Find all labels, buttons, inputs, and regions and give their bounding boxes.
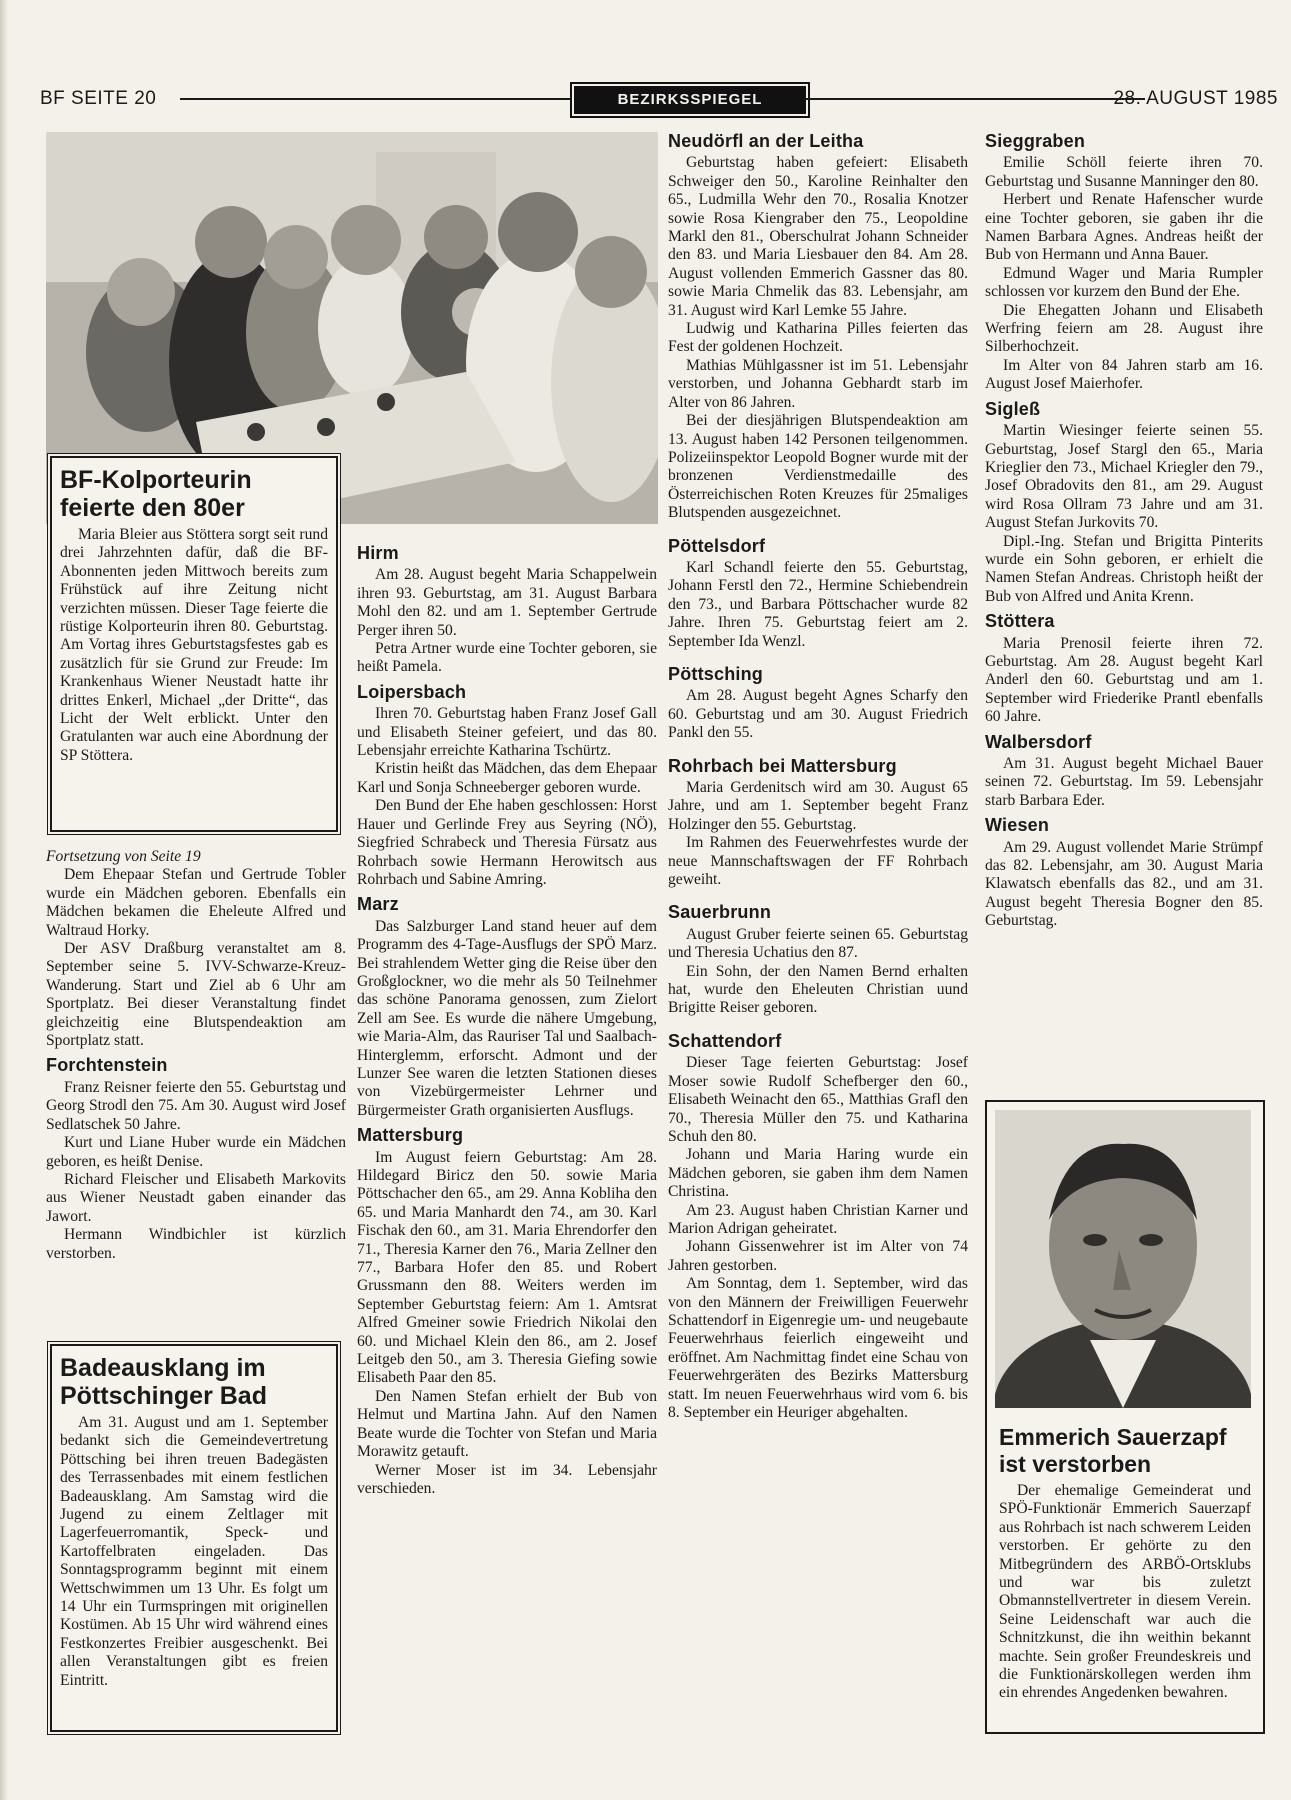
article-paragraph: Kurt und Liane Huber wurde ein Mädchen geboren, es heißt Denise. [46,1134,346,1170]
page-header [40,86,1278,114]
bad-body: Am 31. August und am 1. September bedankt sich die Gemeindevertretung Pöttsching bei ihren treuen Badegästen des Terrassenbades mit einem festlichen Badeausklang. Am Samstag wird die Jugend zu einem Zeltlager mit Lagerfeuerromantik, Speck- und Kartoffelbraten eingeladen. Das Sonntagsprogramm beginnt mit einem Wettschwimmen um 13 Uhr. Es folgt um 14 Uhr ein Turmspringen mit originellen Kostümen. Ab 15 Uhr wird während eines Festkonzertes Freibier ausgeschenkt. Bei allen Veranstaltungen gibt es freien Eintritt. [60,1414,328,1689]
heading-sauerbrunn: Sauerbrunn [668,902,772,923]
article-paragraph: Am 28. August begeht Maria Schappelwein ihren 93. Geburtstag, am 31. August Barbara Mohl den 82. und am 1. September Gertrude Perger ihren 50. [357,566,657,639]
heading-forchtenstein: Forchtenstein [46,1055,168,1076]
article-paragraph: Johann Gissenwehrer ist im Alter von 74 Jahren gestorben. [668,1238,968,1274]
header-rule-right [805,98,1145,100]
column-2 [357,538,657,1498]
bad-box [50,1344,338,1732]
article-paragraph: Den Namen Stefan erhielt der Bub von Helmut und Martina Jahn. Auf den Namen Beate wurde die Tochter von Stefan und Maria Morawitz getauft. [357,1387,657,1461]
obituary-box [985,1100,1265,1734]
article-paragraph: Ein Sohn, der den Namen Bernd erhalten hat, wurde den Eheleuten Christian uund Brigitte Reiser geboren. [668,962,968,1017]
heading-sigless: Sigleß [985,398,1041,419]
column-1 [46,848,346,1263]
heading-hirm: Hirm [357,543,399,563]
article-paragraph: Dipl.-Ing. Stefan und Brigitta Pinterits wurde ein Sohn geboren, er erhielt die Namen Stefan Andreas. Christoph heißt der Bub von Alfred und Anita Krenn. [985,532,1263,605]
article-paragraph: Martin Wiesinger feierte seinen 55. Geburtstag, Josef Stargl den 65., Maria Krieglier den 73., Michael Kriegler den 79., Josef Obradovits den 81., am 29. August wird Rosa Ollram 73 Jahre und am 31. August Stefan Jurkovits 70. [985,422,1263,532]
section-title: BEZIRKSSPIEGEL [574,86,806,114]
kolporteurin-body: Maria Bleier aus Stöttera sorgt seit rund drei Jahrzehnten dafür, daß die BF-Abonnenten jeden Mittwoch bereits zum Frühstück auf ihre Zeitung nicht verzichten müssen. Dieser Tage feierte die rüstige Kolporteurin ihren 80. Geburtstag. Am Vortag ihres Geburtstagsfestes gab es zusätzlich für sie Grund zur Freude: Im Krankenhaus Wiener Neustadt hatte ihr drittes Enkerl, Michael „der Dritte“, das Licht der Welt erblickt. Unter den Gratulanten war auch eine Abordnung der SP Stöttera. [60,526,328,764]
article-paragraph: Am Sonntag, dem 1. September, wird das von den Männern der Freiwilligen Feuerwehr Schattendorf in Eigenregie um- und neugebaute Feuerwehrhaus feierlich eingeweiht und eröffnet. Am Nachmittag findet eine Schau von Feuerwehrgeräten des Bezirks Mattersburg statt. Im neuen Feuerwehrhaus wird vom 6. bis 8. September ein Heuriger abgehalten. [668,1275,968,1421]
article-paragraph: Im Rahmen des Feuerwehrfestes wurde der neue Mannschaftswagen der FF Rohrbach geweiht. [668,834,968,889]
article-paragraph: Geburtstag haben gefeiert: Elisabeth Schweiger den 50., Karoline Reinhalter den 65., Ludmilla Wehr den 70., Rosalia Knotzer sowie Rosa Kiengraber den 75., Leopoldine Markl den 81., Oberschulrat Johann Schneider den 83. und Maria Liesbauer den 84. Am 28. August vollenden Emmerich Gassner das 80. sowie Maria Chmelik das 83. Lebensjahr, am 31. August wird Karl Lemke 55 Jahre. [668,154,968,319]
heading-sieggraben: Sieggraben [985,131,1086,151]
heading-poettsching: Pöttsching [668,663,763,684]
article-paragraph: Am 23. August haben Christian Karner und Marion Adrigan geheiratet. [668,1201,968,1237]
article-paragraph: Johann und Maria Haring wurde ein Mädchen geboren, sie gaben ihm dem Namen Christina. [668,1146,968,1201]
obituary-headline-2: ist verstorben [999,1451,1152,1477]
article-paragraph: Den Bund der Ehe haben geschlossen: Horst Hauer und Gerlinde Frey aus Seyring (NÖ), Siegfried Schrabeck und Theresia Fürsatz aus Rohrbach sowie Hermann Herowitsch aus Rohrbach und Sabine Amring. [357,797,657,888]
article-paragraph: Bei der diesjährigen Blutspendeaktion am 13. August haben 142 Personen teilgenommen. Polizeiinspektor Leopold Bogner wurde mit der bronzenen Verdienstmedaille des Österreichischen Roten Kreuzes für 25maliges Blutspenden ausgezeichnet. [668,412,968,522]
column-4 [985,132,1263,931]
heading-schattendorf: Schattendorf [668,1030,782,1051]
article-paragraph: Hermann Windbichler ist kürzlich verstorben. [46,1226,346,1262]
article-paragraph: Richard Fleischer und Elisabeth Markovits aus Wiener Neustadt gaben einander das Jawort. [46,1170,346,1225]
obituary-body: Der ehemalige Gemeinderat und SPÖ-Funktionär Emmerich Sauerzapf aus Rohrbach ist nach schwerem Leiden verstorben. Er gehörte zu den Mitbegründern des ARBÖ-Ortsklubs und war bis zuletzt Obmannstellvertreter in diesem Verein. Seine Leidenschaft war auch die Schnitzkunst, die ihn weithin bekannt machte. Sein großer Freundeskreis und die Funktionärskollegen werden ihm ein ehrendes Angedenken bewahren. [999,1482,1251,1702]
kolporteurin-headline-1: BF-Kolporteurin [60,466,252,494]
article-paragraph: Der ASV Draßburg veranstaltet am 8. September seine 5. IVV-Schwarze-Kreuz-Wanderung. Start und Ziel ab 6 Uhr am Sportplatz. Bei dieser Veranstaltung findet gleichzeitig eine Blutspendeaktion am Sportplatz statt. [46,940,346,1050]
heading-stoettera: Stöttera [985,611,1055,632]
article-paragraph: Ludwig und Katharina Pilles feierten das Fest der goldenen Hochzeit. [668,320,968,356]
article-paragraph: Emilie Schöll feierte ihren 70. Geburtstag und Susanne Manninger den 80. [985,154,1263,190]
article-paragraph: Dieser Tage feierten Geburtstag: Josef Moser sowie Rudolf Schefberger den 60., Elisabeth Weinacht den 65., Matthias Grafl den 70., Theresia Müller den 75. und Katharina Schuh den 80. [668,1054,968,1145]
bad-headline-2: Pöttschinger Bad [60,1382,267,1410]
article-paragraph: Petra Artner wurde eine Tochter geboren, sie heißt Pamela. [357,640,657,676]
page-number: BF SEITE 20 [40,88,157,109]
kolporteurin-box [50,456,338,832]
kolporteurin-headline [60,466,328,522]
header-rule-left [180,98,572,100]
bad-headline [60,1354,328,1410]
article-paragraph: Maria Prenosil feierte ihren 72. Geburtstag. Am 28. August begeht Karl Anderl den 60. Geburtstag und am 1. September wird Friederike Prantl ebenfalls 60 Jahre. [985,634,1263,726]
article-paragraph: Maria Gerdenitsch wird am 30. August 65 Jahre, und am 1. September begeht Franz Holzinger den 55. Geburtstag. [668,779,968,833]
article-paragraph: Das Salzburger Land stand heuer auf dem Programm des 4-Tage-Ausflugs der SPÖ Marz. Bei strahlendem Wetter ging die Reise über den Großglockner, wo die mehr als 50 Teilnehmer das schöne Panorama genossen, zum Zielort Zell am See. Es wurde die nähere Umgebung, wie Maria-Alm, das Rauriser Tal und Saalbach-Hinterglemm, erforscht. Admont und der Lunzer See waren die letzten Stationen dieses von Vizebürgermeister Lehrner und Bürgermeister Grath organisierten Ausflugs. [357,917,657,1119]
article-paragraph: Karl Schandl feierte den 55. Geburtstag, Johann Ferstl den 72., Hermine Schiebendrein den 73., und Barbara Pöttschacher wurde 82 Jahre. Ihren 75. Geburtstag feiert am 2. September Ida Wenzl. [668,558,968,650]
torn-page-edge [0,0,8,1800]
obituary-headline [999,1424,1251,1478]
portrait-drawing [995,1110,1251,1408]
article-paragraph: Am 28. August begeht Agnes Scharfy den 60. Geburtstag und am 30. August Friedrich Pankl den 55. [668,687,968,742]
article-paragraph: Werner Moser ist im 34. Lebensjahr verschieden. [357,1461,657,1497]
article-paragraph: August Gruber feierte seinen 65. Geburtstag und Theresia Uchatius den 87. [668,925,968,962]
article-paragraph: Ihren 70. Geburtstag haben Franz Josef Gall und Elisabeth Steiner gefeiert, und das 80. Lebensjahr erreichte Katharina Tschürtz. [357,705,657,760]
heading-marz: Marz [357,894,399,915]
heading-wiesen: Wiesen [985,815,1050,836]
obituary-headline-1: Emmerich Sauerzapf [999,1424,1227,1450]
article-paragraph: Dem Ehepaar Stefan und Gertrude Tobler wurde ein Mädchen geboren. Ebenfalls ein Mädchen bekamen die Eheleute Alfred und Waltraud Horky. [46,866,346,939]
article-paragraph: Die Ehegatten Johann und Elisabeth Werfring feiern am 28. August ihre Silberhochzeit. [985,301,1263,356]
issue-date: 28. AUGUST 1985 [1113,88,1278,109]
obituary-text [999,1422,1251,1703]
heading-walbersdorf: Walbersdorf [985,731,1092,752]
bad-headline-1: Badeausklang im [60,1354,266,1382]
continuation-note: Fortsetzung von Seite 19 [46,848,201,865]
article-paragraph: Kristin heißt das Mädchen, das dem Ehepaar Karl und Sonja Schneeberger geboren wurde. [357,760,657,796]
article-paragraph: Edmund Wager und Maria Rumpler schlossen vor kurzem den Bund der Ehe. [985,264,1263,301]
article-paragraph: Mathias Mühlgassner ist im 51. Lebensjahr verstorben, und Johanna Gebhardt starb im Alter von 86 Jahren. [668,356,968,411]
heading-loipersbach: Loipersbach [357,681,467,702]
article-paragraph: Im Alter von 84 Jahren starb am 16. August Josef Maierhofer. [985,356,1263,393]
heading-mattersburg: Mattersburg [357,1125,464,1146]
heading-rohrbach: Rohrbach bei Mattersburg [668,755,897,776]
column-3 [668,132,968,1422]
article-paragraph: Am 29. August vollendet Marie Strümpf das 82. Lebensjahr, am 30. August Maria Klawatsch ebenfalls das 82., und am 31. August begeht Theresia Bogner den 85. Geburtstag. [985,838,1263,930]
article-paragraph: Im August feiern Geburtstag: Am 28. Hildegard Biricz den 50. sowie Maria Pöttschacher den 65., am 29. Anna Kobliha den 65. und Maria Manhardt den 74., am 30. Karl Fischak den 60., am 31. Maria Ehrendorfer den 71., Theresia Karner den 76., Maria Zellner den 77., Barbara Hofer den 85. und Robert Grussmann den 88. Weiters werden im September Geburtstag feiern: Am 1. Amtsrat Alfred Gmeiner sowie Friedrich Nikolai den 60. und Michael Klein den 86., am 2. Josef Leitgeb den 50., am 3. Theresia Giefing sowie Elisabeth Paar den 85. [357,1148,657,1387]
heading-poettelsdorf: Pöttelsdorf [668,535,766,556]
portrait-photo-icon [995,1110,1251,1408]
kolporteurin-headline-2: feierte den 80er [60,494,245,522]
heading-neudoerfl: Neudörfl an der Leitha [668,131,864,151]
article-paragraph: Am 31. August begeht Michael Bauer seinen 72. Geburtstag. Im 59. Lebensjahr starb Barbara Eder. [985,755,1263,809]
article-paragraph: Herbert und Renate Hafenscher wurde eine Tochter geboren, sie gaben ihr die Namen Barbara Agnes. Andreas heißt der Bub von Hermann und Anna Bauer. [985,191,1263,264]
article-paragraph: Franz Reisner feierte den 55. Geburtstag und Georg Strodl den 75. Am 30. August wird Josef Sedlatschek 50 Jahre. [46,1078,346,1133]
